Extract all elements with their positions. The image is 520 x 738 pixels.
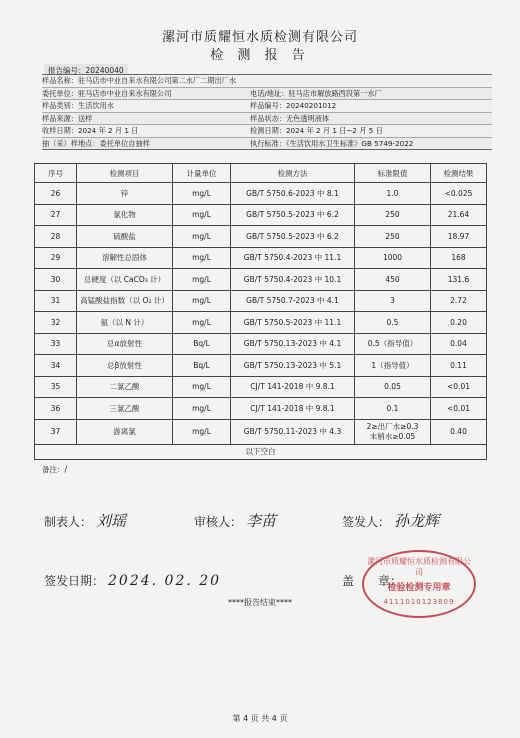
row-limit: 450 <box>355 269 431 291</box>
table-row <box>35 376 487 398</box>
table-row <box>35 333 487 355</box>
issuer-sig: 孙龙辉 <box>394 512 440 530</box>
header-no: 序号 <box>35 164 77 183</box>
reviewer-sig: 李苗 <box>246 512 277 530</box>
row-no: 27 <box>35 204 77 226</box>
row-limit: 1000 <box>355 247 431 269</box>
row-no: 35 <box>35 376 77 398</box>
row-limit: 0.5（指导值） <box>355 333 431 355</box>
row-method: GB/T 5750.7-2023 中 4.1 <box>231 290 355 312</box>
row-result: 0.20 <box>431 312 487 334</box>
sample-source: 样品来源：送样 <box>42 113 93 123</box>
row-item: 总β放射性 <box>77 355 173 377</box>
compiler-sig: 刘瑶 <box>96 512 127 530</box>
row-no: 34 <box>35 355 77 377</box>
row-limit: 250 <box>355 204 431 226</box>
client-address: 电话/地址：驻马店市解放路西段第一水厂 <box>250 88 382 98</box>
row-unit: mg/L <box>173 183 231 205</box>
info-row <box>42 88 492 101</box>
compiler-label: 制表人： <box>44 515 93 529</box>
row-no: 31 <box>35 290 77 312</box>
issue-date <box>44 572 221 589</box>
remark: 备注：/ <box>42 465 68 474</box>
row-method: GB/T 5750.13-2023 中 4.1 <box>231 333 355 355</box>
row-unit: mg/L <box>173 247 231 269</box>
row-limit: 1.0 <box>355 183 431 205</box>
row-result: 0.11 <box>431 355 487 377</box>
info-row <box>42 75 492 88</box>
row-method: GB/T 5750.6-2023 中 8.1 <box>231 183 355 205</box>
seal-purpose: 检验检测专用章 <box>387 583 451 593</box>
report-number: 报告编号：20240040 <box>44 64 128 77</box>
row-item: 氯化物 <box>77 204 173 226</box>
info-row <box>42 125 492 138</box>
row-method: CJ/T 141-2018 中 9.8.1 <box>231 376 355 398</box>
sample-info-block <box>42 74 492 150</box>
row-method: GB/T 5750.5-2023 中 6.2 <box>231 226 355 248</box>
sample-number: 样品编号：20240201012 <box>250 101 337 110</box>
header-method: 检测方法 <box>231 164 355 183</box>
row-method: GB/T 5750.13-2023 中 5.1 <box>231 355 355 377</box>
standard: 执行标准：《生活饮用水卫生标准》GB 5749-2022 <box>250 138 414 148</box>
row-no: 37 <box>35 419 77 444</box>
report-end: ****报告结束**** <box>228 598 292 607</box>
row-limit: 0.1 <box>355 398 431 420</box>
date-value: 2024. 02. 20 <box>108 573 222 589</box>
row-limit: 0.05 <box>355 376 431 398</box>
table-row <box>35 312 487 334</box>
row-no: 29 <box>35 247 77 269</box>
row-result: 168 <box>431 247 487 269</box>
seal-code: 4111010123809 <box>383 598 455 606</box>
table-row <box>35 355 487 377</box>
row-result: 2.72 <box>431 290 487 312</box>
header-limit: 标准限值 <box>355 164 431 183</box>
info-row <box>42 100 492 113</box>
page-footer: 第 4 页 共 4 页 <box>232 714 288 723</box>
row-unit: mg/L <box>173 290 231 312</box>
row-no: 28 <box>35 226 77 248</box>
row-item: 高锰酸盐指数（以 O₂ 计） <box>77 290 173 312</box>
issuer-signature <box>342 510 439 531</box>
info-row <box>42 113 492 126</box>
row-result: <0.025 <box>431 183 487 205</box>
table-header-row <box>35 164 487 183</box>
table-row <box>35 183 487 205</box>
row-method: CJ/T 141-2018 中 9.8.1 <box>231 398 355 420</box>
row-limit: 250 <box>355 226 431 248</box>
test-date: 检测日期：2024 年 2 月 1 日~2 月 5 日 <box>250 126 383 135</box>
table-row <box>35 398 487 420</box>
row-item: 二氯乙酸 <box>77 376 173 398</box>
table-row <box>35 269 487 291</box>
sample-name: 样品名称：驻马店市中业自来水有限公司第二水厂二期出厂水 <box>42 76 237 85</box>
row-no: 32 <box>35 312 77 334</box>
row-unit: mg/L <box>173 419 231 444</box>
table-end-row <box>35 444 487 459</box>
table-row <box>35 226 487 248</box>
company-name: 漯河市质耀恒水质检测有限公司 <box>161 30 358 45</box>
row-item: 溶解性总固体 <box>77 247 173 269</box>
row-method: GB/T 5750.5-2023 中 6.2 <box>231 204 355 226</box>
row-unit: mg/L <box>173 269 231 291</box>
row-result: <0.01 <box>431 376 487 398</box>
issuer-label: 签发人： <box>342 515 391 529</box>
results-table <box>34 163 487 460</box>
table-row <box>35 419 487 444</box>
limit-line-2: 末梢水≥0.05 <box>369 431 416 441</box>
table-row <box>35 204 487 226</box>
row-method: GB/T 5750.5-2023 中 11.1 <box>231 312 355 334</box>
row-limit: 0.5 <box>355 312 431 334</box>
row-item: 氨（以 N 计） <box>77 312 173 334</box>
document-title: 检 测 报 告 <box>210 48 310 63</box>
compiler-signature <box>44 510 126 531</box>
row-method: GB/T 5750.11-2023 中 4.3 <box>231 419 355 444</box>
header-item: 检测项目 <box>77 164 173 183</box>
table-row <box>35 290 487 312</box>
limit-line-1: 2≥出厂水≥0.3 <box>366 421 419 431</box>
reviewer-label: 审核人： <box>194 515 243 529</box>
row-method: GB/T 5750.4-2023 中 11.1 <box>231 247 355 269</box>
date-label: 签发日期： <box>44 574 105 588</box>
row-item: 锌 <box>77 183 173 205</box>
row-unit: mg/L <box>173 312 231 334</box>
row-limit: 3 <box>355 290 431 312</box>
row-unit: mg/L <box>173 204 231 226</box>
row-result: 0.04 <box>431 333 487 355</box>
info-row <box>42 138 492 151</box>
row-no: 30 <box>35 269 77 291</box>
header-unit: 计量单位 <box>173 164 231 183</box>
row-no: 26 <box>35 183 77 205</box>
row-unit: mg/L <box>173 398 231 420</box>
row-no: 36 <box>35 398 77 420</box>
receipt-date: 收样日期：2024 年 2 月 1 日 <box>42 126 139 135</box>
row-unit: Bq/L <box>173 355 231 377</box>
sampling-location: 抽（采）样地点：委托单位自抽样 <box>42 138 150 148</box>
row-item: 游离氯 <box>77 419 173 444</box>
row-item: 硫酸盐 <box>77 226 173 248</box>
seal-label: 盖 章： <box>342 574 403 588</box>
reviewer-signature <box>194 510 276 531</box>
row-item: 总α放射性 <box>77 333 173 355</box>
row-result: 18.97 <box>431 226 487 248</box>
row-result: 0.40 <box>431 419 487 444</box>
row-item: 三氯乙酸 <box>77 398 173 420</box>
row-unit: Bq/L <box>173 333 231 355</box>
row-limit <box>355 419 431 444</box>
row-item: 总硬度（以 CaCO₃ 计） <box>77 269 173 291</box>
row-unit: mg/L <box>173 226 231 248</box>
seal-company: 漯河市质耀恒水质检测有限公司 <box>367 557 471 577</box>
sample-state: 样品状态：无色透明液体 <box>250 113 330 123</box>
row-unit: mg/L <box>173 376 231 398</box>
client: 委托单位：驻马店市中业自来水有限公司 <box>42 88 172 98</box>
end-note: 以下空白 <box>35 444 487 459</box>
row-no: 33 <box>35 333 77 355</box>
table-row <box>35 247 487 269</box>
row-result: 131.6 <box>431 269 487 291</box>
row-result: 21.64 <box>431 204 487 226</box>
header-result: 检测结果 <box>431 164 487 183</box>
sample-category: 样品类别：生活饮用水 <box>42 101 114 110</box>
row-limit: 1（指导值） <box>355 355 431 377</box>
row-result: <0.01 <box>431 398 487 420</box>
row-method: GB/T 5750.4-2023 中 10.1 <box>231 269 355 291</box>
